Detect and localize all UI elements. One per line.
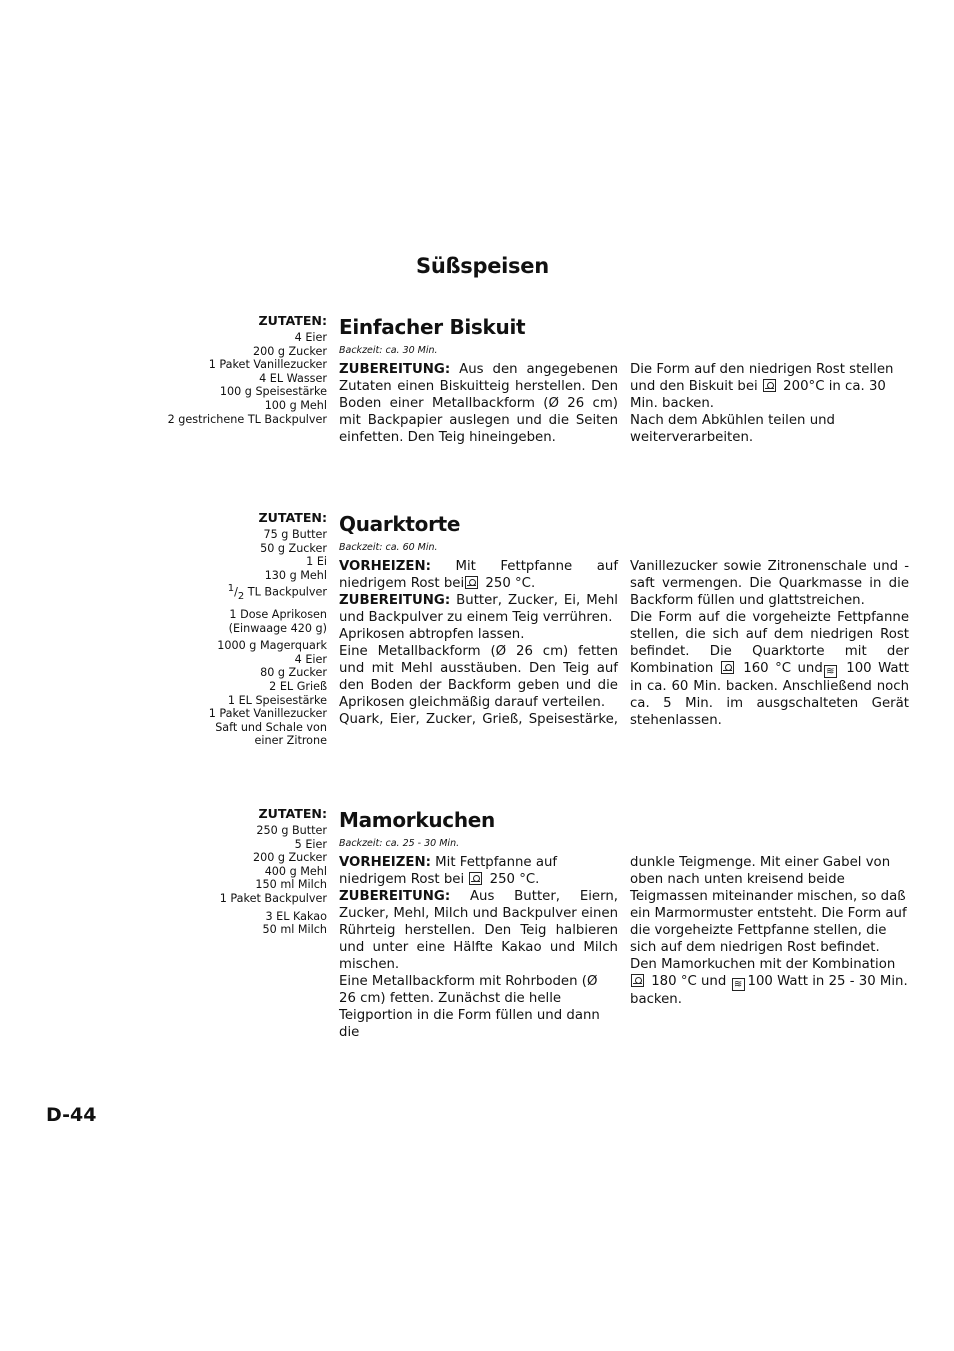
ingredients-list xyxy=(209,510,327,748)
ingredients-header: ZUTATEN: xyxy=(258,510,327,525)
ingredient-item: 4 Eier xyxy=(294,331,327,344)
ingredient-item: 1000 g Magerquark xyxy=(217,639,327,653)
page-number: D-44 xyxy=(46,1104,97,1126)
ingredient-item: Saft und Schale von xyxy=(215,720,327,734)
zubereitung-label: ZUBEREITUNG: xyxy=(339,889,451,904)
ingredients-list xyxy=(220,806,327,937)
ingredient-item: 130 g Mehl xyxy=(264,568,327,582)
instruction-text: 250 °C. xyxy=(485,872,540,887)
ingredient-item: $^1/_2$ TL Backpulver xyxy=(227,583,327,603)
instruction-text: Mit Fettpfanne auf niedrigem Rost bei xyxy=(339,559,618,591)
instructions-right xyxy=(630,361,909,446)
ingredient-item: 200 g Zucker xyxy=(252,344,327,358)
instruction-text: Vanillezucker sowie Zitronenschale und -saft vermengen. Die Quarkmasse in die Backform füllen und glattstreichen. xyxy=(630,559,909,608)
instruction-text: Die Form auf den niedrigen Rost stellen und den Biskuit bei xyxy=(630,362,894,394)
microwave-wave-icon: ≋ xyxy=(824,665,837,678)
ingredient-item: 250 g Butter xyxy=(256,824,327,837)
recipe-title: Mamorkuchen xyxy=(339,808,495,832)
zubereitung-text: Butter, Zucker, Ei, Mehl und Backpulver zu einem Teig verrühren. xyxy=(339,593,618,625)
instruction-text: 100 Watt in 25 - 30 Min. backen. xyxy=(630,974,908,1007)
zubereitung-label: ZUBEREITUNG: xyxy=(339,593,451,608)
ingredients-header: ZUTATEN: xyxy=(258,806,327,821)
instructions-right xyxy=(630,854,909,1008)
instruction-text: Quark, Eier, Zucker, Grieß, Speisestärke, xyxy=(339,712,618,727)
ingredient-item: 400 g Mehl xyxy=(264,864,327,878)
zubereitung-text: Aus Butter, Eiern, Zucker, Mehl, Milch und Backpulver einen Rührteig herstellen. Den Teig halbieren und unter eine Hälfte Kakao und Milch mischen. xyxy=(339,889,618,972)
recipe-title: Einfacher Biskuit xyxy=(339,315,526,339)
ingredients-header: ZUTATEN: xyxy=(258,313,327,328)
ingredient-item: 4 EL Wasser xyxy=(259,371,327,385)
ingredient-item: 1 Ei xyxy=(306,555,327,569)
instruction-text: 200°C in ca. 30 Min. backen. xyxy=(630,379,886,411)
instruction-text: 160 °C und xyxy=(736,661,823,676)
bake-time: Backzeit: ca. 25 - 30 Min. xyxy=(339,838,460,849)
microwave-wave-icon: ≋ xyxy=(732,978,745,991)
recipe-title: Quarktorte xyxy=(339,512,461,536)
instruction-text: Eine Metallbackform mit Rohrboden (Ø 26 cm) fetten. Zunächst die helle Teigportion in die Form füllen und dann die xyxy=(339,974,600,1040)
vorheizen-label: VORHEIZEN: xyxy=(339,559,431,574)
ingredient-item: 80 g Zucker xyxy=(260,666,327,680)
instruction-text: 100 Watt in ca. 60 Min. backen. Anschließend noch ca. 5 Min. im ausgschalteten Gerät stehenlassen. xyxy=(630,661,909,728)
ingredient-item: 100 g Mehl xyxy=(264,398,327,412)
fan-oven-icon xyxy=(469,872,482,885)
ingredient-item: 1 EL Speisestärke xyxy=(227,693,327,707)
instruction-text: 180 °C und xyxy=(647,974,731,989)
fan-oven-icon xyxy=(465,576,478,589)
ingredient-item: 200 g Zucker xyxy=(252,851,327,865)
ingredient-item: 1 Paket Backpulver xyxy=(219,891,327,905)
instruction-text: Die Form auf die vorgeheizte Fettpfanne stellen, die sich auf dem niedrigen Rost befindet. Die Quarktorte mit der Kombination xyxy=(630,610,909,676)
instructions-left xyxy=(339,854,618,1041)
ingredient-item: 50 g Zucker xyxy=(260,541,327,555)
bake-time: Backzeit: ca. 30 Min. xyxy=(339,345,438,356)
ingredient-item: 150 ml Milch xyxy=(255,878,327,892)
ingredient-item: 75 g Butter xyxy=(263,528,327,541)
ingredient-item: 1 Paket Vanillezucker xyxy=(208,707,327,721)
instructions-left xyxy=(339,558,618,728)
ingredient-item: 5 Eier xyxy=(294,837,327,851)
vorheizen-label: VORHEIZEN: xyxy=(339,855,431,870)
fan-oven-icon xyxy=(721,661,734,674)
instructions-right xyxy=(630,558,909,729)
instruction-text: Mit Fettpfanne auf niedrigem Rost bei xyxy=(339,855,558,887)
ingredient-item: 4 Eier xyxy=(294,652,327,666)
zubereitung-label: ZUBEREITUNG: xyxy=(339,362,451,377)
ingredient-item: 50 ml Milch xyxy=(262,923,327,937)
ingredient-item: 1 Paket Vanillezucker xyxy=(208,358,327,372)
ingredient-item: (Einwaage 420 g) xyxy=(228,621,327,635)
ingredient-item: 2 EL Grieß xyxy=(269,679,327,693)
fan-oven-icon xyxy=(763,379,776,392)
fan-oven-icon xyxy=(631,974,644,987)
ingredients-list xyxy=(168,313,327,426)
zubereitung-text: Aus den angegebenen Zutaten einen Biskuitteig herstellen. Den Boden einer Metallbackform (Ø 26 cm) mit Backpapier auslegen und die Seiten einfetten. Den Teig hineingeben. xyxy=(339,362,618,445)
ingredient-item: 2 gestrichene TL Backpulver xyxy=(167,412,327,426)
instruction-text: Aprikosen abtropfen lassen. xyxy=(339,627,525,642)
instruction-text: Nach dem Abkühlen teilen und weiterverarbeiten. xyxy=(630,413,835,445)
ingredient-item: 1 Dose Aprikosen xyxy=(229,607,327,621)
instruction-text: dunkle Teigmenge. Mit einer Gabel von oben nach unten kreisend beide Teigmassen miteinander mischen, so daß ein Marmormuster entsteht. Die Form auf die vorgeheizte Fettpfanne stellen, die sich auf dem niedrigen Rost befindet. Den Mamorkuchen mit der Kombination xyxy=(630,855,907,972)
ingredient-item: 3 EL Kakao xyxy=(265,909,327,923)
bake-time: Backzeit: ca. 60 Min. xyxy=(339,542,438,553)
instruction-text: 250 °C. xyxy=(481,576,536,591)
instruction-text: Eine Metallbackform (Ø 26 cm) fetten und mit Mehl ausstäuben. Den Teig auf den Boden der Backform geben und die Aprikosen gleichmäßig darauf verteilen. xyxy=(339,644,618,710)
ingredient-item: 100 g Speisestärke xyxy=(219,385,327,399)
instructions-left xyxy=(339,361,618,446)
page-title: Süßspeisen xyxy=(416,254,549,278)
ingredient-item: einer Zitrone xyxy=(254,734,327,748)
